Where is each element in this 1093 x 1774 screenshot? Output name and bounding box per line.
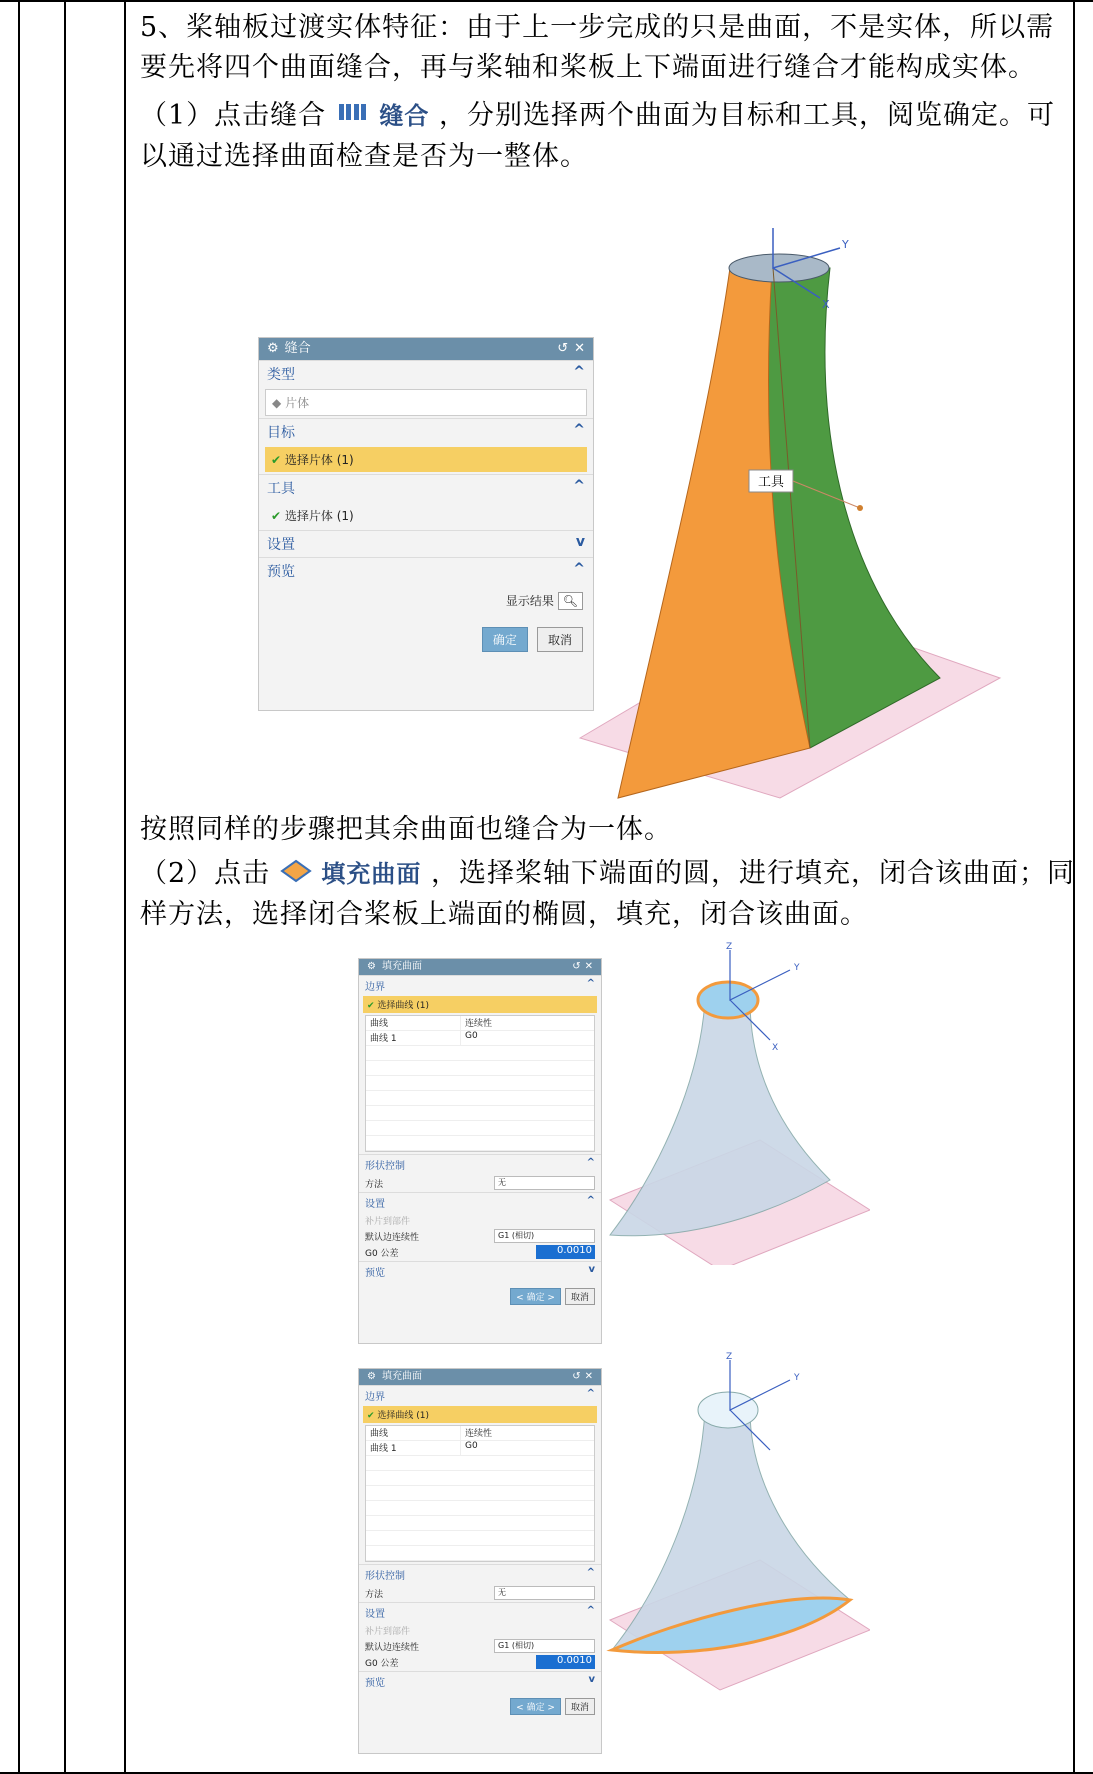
axis-x-label: X [822,298,830,311]
table-col-border-2 [64,0,66,1774]
method-field [365,1586,595,1600]
g0-tol-input[interactable]: 0.0010 [536,1245,595,1259]
chevron-up-icon: ^ [573,478,585,494]
fill-surface-label: 填充曲面 [321,860,422,888]
sub-step-2-suffix: ，选择桨轴下端面的圆，进行填充，闭合该曲面；同样方法，选择闭合桨板上端面的椭圆，填充，闭合该曲面。 [140,858,1075,930]
g0-tol-label: G0 公差 [365,1248,399,1259]
sub-step-2 [140,854,1080,935]
cell-continuity: G0 [465,1031,478,1041]
gear-icon[interactable]: ⚙ [267,341,279,356]
patch-option[interactable] [365,1624,595,1637]
sub-step-2-prefix: （2）点击 [140,858,271,889]
section-settings-label: 设置 [267,537,295,553]
table-row-empty [366,1046,594,1061]
sub-step-1-suffix: ，分别选择两个曲面为目标和工具，阅览确定。可以通过选择曲面检查是否为一整体。 [140,100,1055,172]
table-row-empty [366,1136,594,1151]
fill-dialog-title: 填充曲面 [381,1371,422,1382]
dialog-buttons [359,1281,601,1309]
default-cont-label: 默认边连续性 [365,1642,420,1653]
axis-z-label: Z [726,1352,733,1362]
gear-icon[interactable]: ⚙ [367,961,376,972]
step-heading: 5、桨轴板过渡实体特征：由于上一步完成的只是曲面，不是实体，所以需要先将四个曲面缝合，再与桨轴和桨板上下端面进行缝合才能构成实体。 [140,12,1055,83]
sew-tool-icon [336,97,370,137]
fill-model-figure-1 [600,940,870,1265]
section-preview[interactable] [359,1671,601,1691]
type-select-value: 片体 [285,396,310,410]
section-tool[interactable] [259,474,593,501]
reset-icon[interactable]: ↺ [572,961,581,972]
section-boundary-label: 边界 [365,982,385,993]
section-settings[interactable] [359,1192,601,1212]
section-boundary[interactable] [359,975,601,995]
chevron-up-icon: ^ [586,1605,595,1616]
table-row[interactable] [366,1441,594,1456]
method-label: 方法 [365,1589,384,1600]
ok-button[interactable]: < 确定 > [510,1288,561,1305]
chevron-down-icon: v [575,534,585,550]
g0-tol-label: G0 公差 [365,1658,399,1669]
method-label: 方法 [365,1179,384,1190]
reset-icon[interactable]: ↺ [572,1371,581,1382]
cancel-button[interactable]: 取消 [565,1288,595,1305]
cell-curve: 曲线 1 [366,1441,461,1455]
filled-top-circle [698,982,758,1018]
axis-x-label: X [772,1043,779,1053]
col-curve: 曲线 [366,1016,461,1030]
check-icon: ✔ [271,453,282,467]
default-cont-field [365,1229,595,1243]
method-field [365,1176,595,1190]
default-cont-field [365,1639,595,1653]
section-preview[interactable] [259,557,593,584]
ok-button[interactable]: 确定 [482,627,528,652]
method-select[interactable]: 无 [494,1586,595,1600]
table-row-empty [366,1486,594,1501]
table-top-border [0,0,1093,2]
table-header [366,1016,594,1031]
cancel-button[interactable]: 取消 [537,627,583,652]
table-row-empty [366,1076,594,1091]
curve-table [365,1425,595,1562]
tool-callout-text: 工具 [757,475,785,490]
top-circle [698,1392,758,1428]
same-steps-line: 按照同样的步骤把其余曲面也缝合为一体。 [140,814,672,845]
fill-dialog-titlebar [359,1369,601,1385]
section-type-label: 类型 [267,367,295,383]
method-select[interactable]: 无 [494,1176,595,1190]
g0-tol-field [365,1245,595,1259]
col-curve: 曲线 [366,1426,461,1440]
table-row-empty [366,1091,594,1106]
tool-row-text: 选择片体 (1) [284,509,354,523]
target-row-text: 选择片体 (1) [284,453,354,467]
table-row-empty [366,1061,594,1076]
patch-option-label: 补片到部件 [365,1217,411,1227]
section-shape-label: 形状控制 [365,1571,405,1582]
top-rim [729,254,829,282]
default-cont-select[interactable]: G1 (相切) [494,1639,595,1653]
cell-curve: 曲线 1 [366,1031,461,1045]
section-settings[interactable] [359,1602,601,1622]
axis-y-label: Y [794,1373,800,1383]
section-boundary-label: 边界 [365,1392,385,1403]
sew-dialog [258,337,594,711]
dialog-buttons [259,617,593,662]
select-curve-text: 选择曲线 (1) [377,1001,430,1011]
chevron-up-icon: ^ [586,978,595,989]
section-preview-label: 预览 [365,1678,385,1689]
table-row[interactable] [366,1031,594,1046]
ok-button[interactable]: < 确定 > [510,1698,561,1715]
section-shape-control[interactable] [359,1564,601,1584]
fill-dialog-2 [358,1368,602,1754]
default-cont-label: 默认边连续性 [365,1232,420,1243]
section-boundary[interactable] [359,1385,601,1405]
tool-callout-dot [857,505,863,511]
cell-continuity: G0 [465,1441,478,1451]
table-header [366,1426,594,1441]
show-result-row [259,584,593,617]
sew-dialog-titlebar [259,338,593,360]
cell-content [140,8,1080,177]
chevron-up-icon: ^ [586,1388,595,1399]
table-row-empty [366,1121,594,1136]
cancel-button[interactable]: 取消 [565,1698,595,1715]
curve-table [365,1015,595,1152]
section-settings[interactable] [259,530,593,557]
close-icon[interactable]: ✕ [584,961,593,972]
check-icon: ✔ [367,1001,375,1011]
table-row-empty [366,1546,594,1561]
close-icon[interactable]: ✕ [584,1371,593,1382]
fill-dialog-titlebar [359,959,601,975]
chevron-up-icon: ^ [573,364,585,380]
select-curve-row[interactable] [363,996,597,1013]
magnifier-icon[interactable]: 🔍︎ [558,592,583,610]
type-select[interactable] [265,389,587,416]
section-target[interactable] [259,418,593,445]
section-preview-label: 预览 [267,564,295,580]
chevron-up-icon: ^ [573,561,585,577]
check-icon: ✔ [367,1411,375,1421]
reset-icon[interactable]: ↺ [557,341,569,356]
table-row-empty [366,1531,594,1546]
col-continuity: 连续性 [465,1429,493,1439]
table-row-empty [366,1501,594,1516]
g0-tol-input[interactable]: 0.0010 [536,1655,595,1669]
table-row-empty [366,1106,594,1121]
chevron-up-icon: ^ [573,422,585,438]
gear-icon[interactable]: ⚙ [367,1371,376,1382]
section-shape-control[interactable] [359,1154,601,1174]
sew-model-figure [560,208,1020,808]
table-col-border-3 [124,0,126,1774]
select-curve-text: 选择曲线 (1) [377,1411,430,1421]
fill-dialog-1 [358,958,602,1344]
section-tool-label: 工具 [267,481,295,497]
sub-step-1-prefix: （1）点击缝合 [140,100,327,131]
check-icon: ✔ [271,509,282,523]
section-settings-label: 设置 [365,1199,385,1210]
chevron-up-icon: ^ [586,1157,595,1168]
axis-y-label: Y [842,238,849,251]
chevron-up-icon: ^ [586,1195,595,1206]
default-cont-select[interactable]: G1 (相切) [494,1229,595,1243]
dialog-buttons [359,1691,601,1719]
g0-tol-field [365,1655,595,1669]
table-row-empty [366,1471,594,1486]
chevron-down-icon: v [588,1674,595,1685]
tool-select-row[interactable] [265,503,587,528]
table-row-empty [366,1516,594,1531]
col-continuity: 连续性 [465,1019,493,1029]
patch-option-label: 补片到部件 [365,1627,411,1637]
close-icon[interactable]: ✕ [574,341,585,356]
patch-option[interactable] [365,1214,595,1227]
fill-surface-icon [280,855,312,895]
fill-dialog-title: 填充曲面 [381,961,422,972]
show-result-label: 显示结果 [505,594,554,608]
select-curve-row[interactable] [363,1406,597,1423]
chevron-up-icon: ^ [586,1567,595,1578]
cell-content-2 [140,810,1080,935]
sew-tool-label: 缝合 [379,102,430,130]
chevron-down-icon: v [588,1264,595,1275]
table-col-border-1 [18,0,20,1774]
fill-model-figure-2 [600,1350,870,1705]
target-select-row[interactable] [265,447,587,472]
section-preview[interactable] [359,1261,601,1281]
section-settings-label: 设置 [365,1609,385,1620]
section-target-label: 目标 [267,425,295,441]
section-shape-label: 形状控制 [365,1161,405,1172]
sheet-icon: ◆ [272,396,282,410]
axis-z-label: Z [726,942,733,952]
axis-y-label: Y [794,963,800,973]
section-preview-label: 预览 [365,1268,385,1279]
section-type[interactable] [259,360,593,387]
sew-dialog-title: 缝合 [284,341,311,356]
table-row-empty [366,1456,594,1471]
sub-step-1 [140,96,1080,177]
